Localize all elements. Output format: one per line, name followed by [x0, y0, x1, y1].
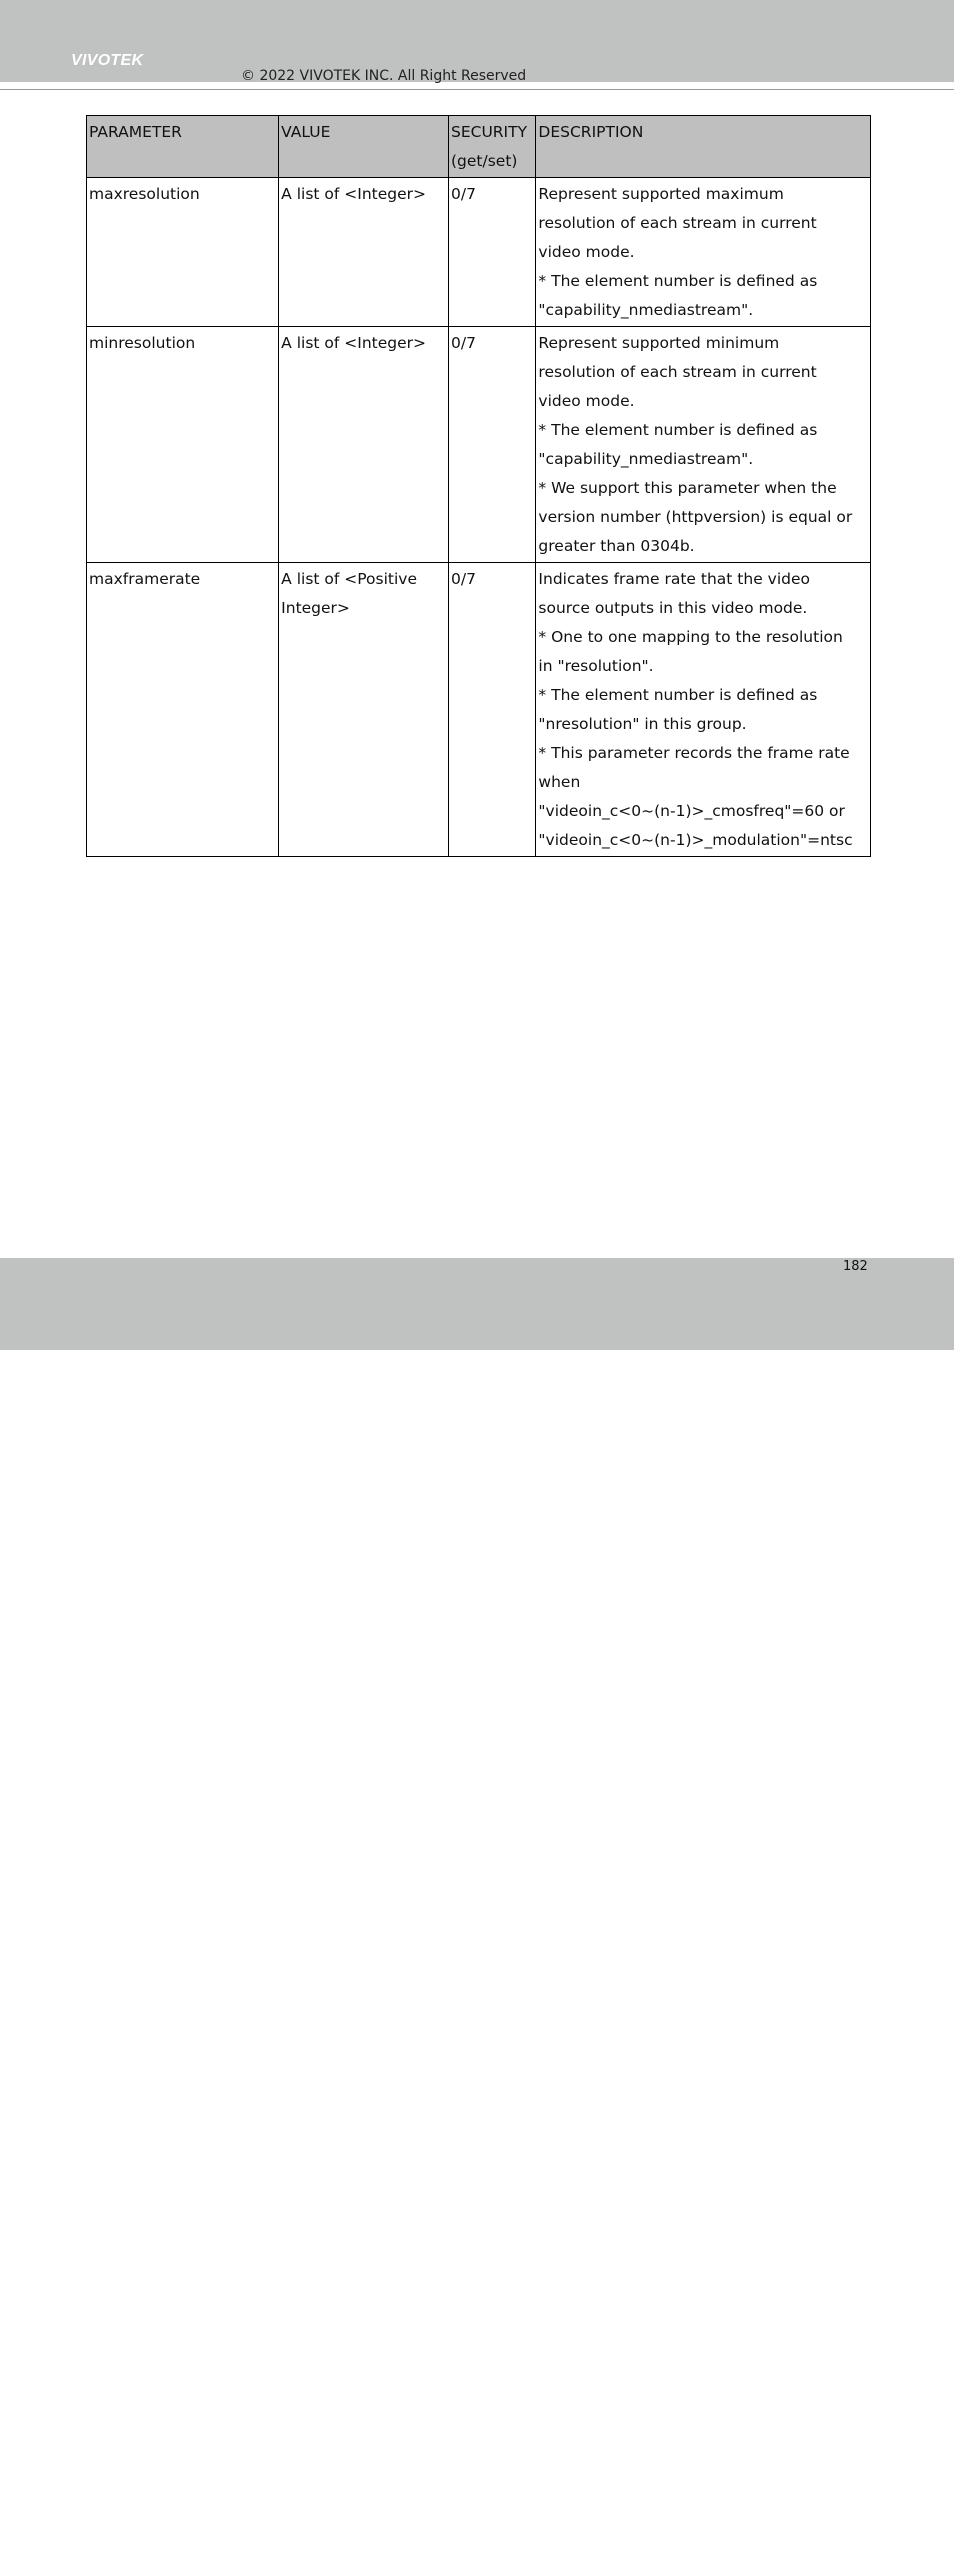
header-description: DESCRIPTION: [536, 116, 871, 178]
cell-description: Indicates frame rate that the video source outputs in this video mode. * One to one mapping to the resolution in "resolution". * The element number is defined as "nresolution" in this group. * This parameter records the frame rate when "videoin_c<0~(n-1)>_cmosfreq"=60 or "videoin_c<0~(n-1)>_modulation"=ntsc: [536, 563, 871, 857]
cell-security: 0/7: [448, 563, 535, 857]
header-security: SECURITY (get/set): [448, 116, 535, 178]
brand-logo-text: VIVOTEK: [71, 52, 144, 69]
cell-parameter: maxresolution: [87, 178, 279, 327]
header-band: [0, 0, 954, 82]
copyright-notice: © 2022 VIVOTEK INC. All Right Reserved: [241, 68, 527, 84]
cell-value: A list of <Integer>: [279, 327, 449, 563]
cell-security: 0/7: [448, 327, 535, 563]
footer-band: [0, 1258, 954, 2549]
page-number: 182: [843, 1259, 868, 1274]
cell-description: Represent supported minimum resolution of each stream in current video mode. * The element number is defined as "capability_nmediastream". * We support this parameter when the version number (httpversion) is equal or greater than 0304b.: [536, 327, 871, 563]
cell-value: A list of <Integer>: [279, 178, 449, 327]
header-parameter: PARAMETER: [87, 116, 279, 178]
cell-description: Represent supported maximum resolution of each stream in current video mode. * The element number is defined as "capability_nmediastream".: [536, 178, 871, 327]
cell-parameter: maxframerate: [87, 563, 279, 857]
table-header-row: [87, 116, 871, 178]
table-row: [87, 327, 871, 563]
cell-value: A list of <Positive Integer>: [279, 563, 449, 857]
table-row: [87, 563, 871, 857]
manual-page-label: 332 - User's Manual: [69, 2533, 194, 2549]
header-divider: [0, 89, 954, 90]
cell-security: 0/7: [448, 178, 535, 327]
cell-parameter: minresolution: [87, 327, 279, 563]
header-value: VALUE: [279, 116, 449, 178]
table-row: [87, 178, 871, 327]
parameter-table: [86, 115, 871, 857]
